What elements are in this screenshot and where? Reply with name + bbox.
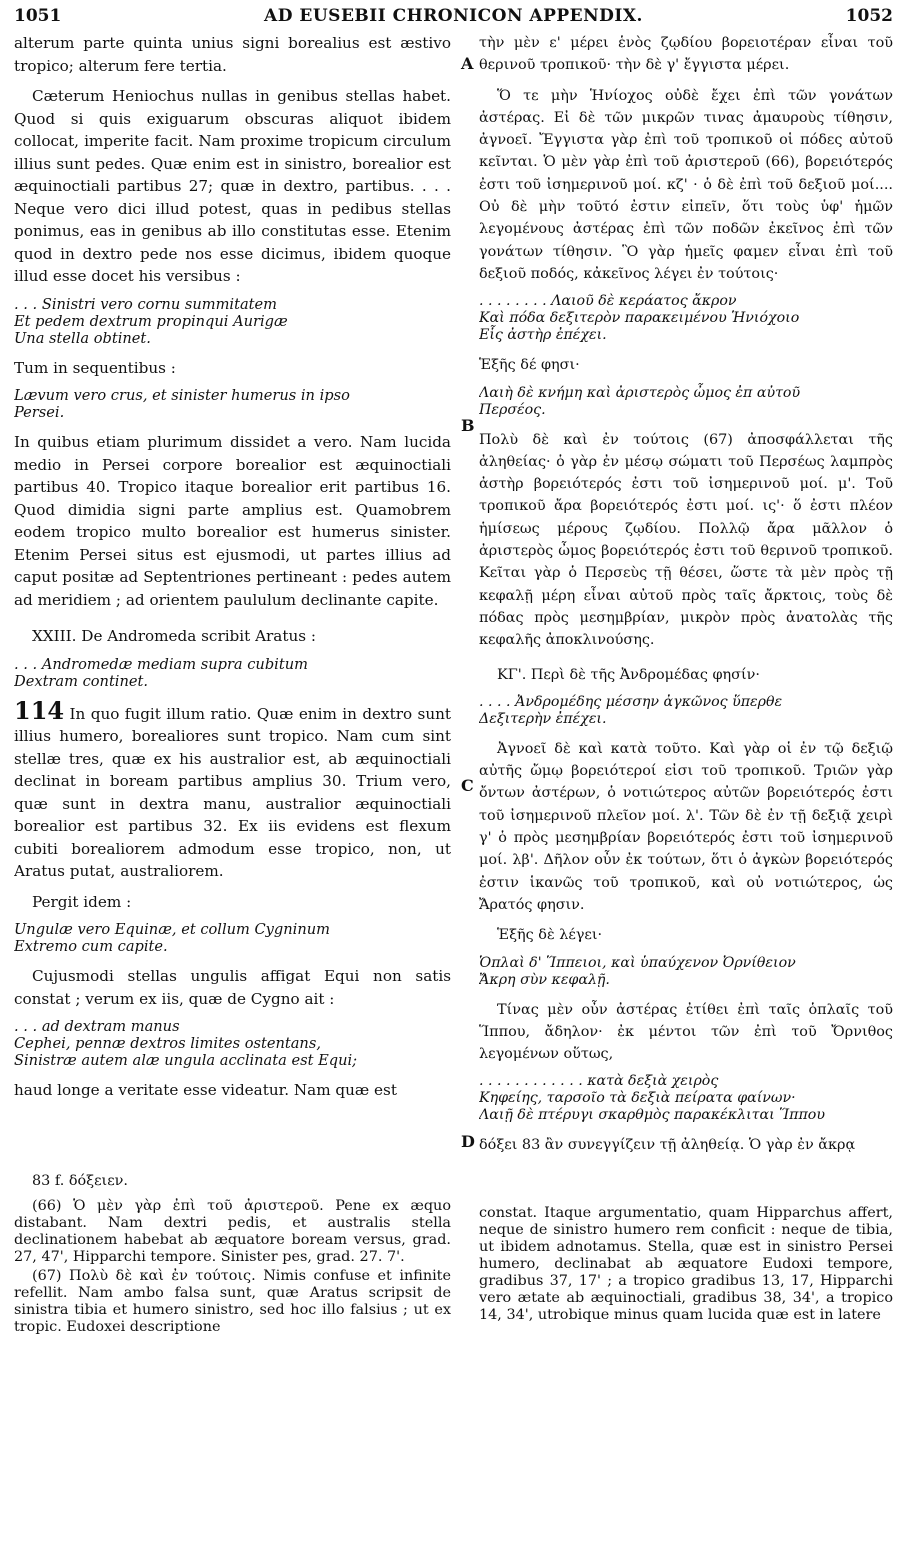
verse-line: . . . . . . . . . . . . κατὰ δεξιὰ χειρὸς: [479, 1073, 719, 1090]
running-header: [14, 6, 893, 32]
verse-line: . . . . . . . . Λαιοῦ δὲ κεράατος ἄκρον: [479, 293, 737, 310]
verse-line: Extremo cum capite.: [14, 938, 168, 955]
greek-paragraph: τὴν μὲν ε' μέρει ἑνὸς ζῳδίου βορειοτέραν εἶναι τοῦ θερινοῦ τροπικοῦ· τὴν δὲ γ' ἔγγιστα μέρει.: [479, 35, 893, 74]
greek-paragraph: Πολὺ δὲ καὶ ἐν τούτοις (67) ἀποσφάλλεται τῆς ἀληθείας· ὁ γὰρ ἐν μέσῳ σώματι τοῦ Περσέως λαμπρὸς ἀστὴρ βορειότερός ἐστι τοῦ ἰσημερινοῦ μοί. μ'. Τοῦ τροπικοῦ ἄρα βορειότερός ἐστι μοί. ις'· ὅ ἐστι πλέον ἡμίσεως μέρους ζῳδίου. Πολλῷ ἄρα μᾶλλον ὁ ἀριστερὸς ὦμος βορειότερός ἐστι τοῦ θερινοῦ τροπικοῦ. Κεῖται γὰρ ὁ Περσεὺς τῇ θέσει, ὥστε τὰ μὲν πρὸς τῇ κεφαλῇ μέρη εἶναι αὐτοῦ πρὸς ταῖς ἄρκτοις, τοὺς δὲ πόδας πρὸς μεσημβρίαν, μικρὸν πρὸς ἀνατολὰς τῆς κεφαλῆς ἀποκλινούσης.: [479, 431, 893, 649]
page-number-right: 1052: [845, 6, 893, 26]
column-number: 114: [14, 695, 65, 725]
footnote-66: (66) Ὁ μὲν γὰρ ἐπὶ τοῦ ἀριστεροῦ. Pene ex æquo distabant. Nam dextri pedis, et australis stella declinationem habebat ab æquatore boream versus, grad. 27, 47', Hipparchi tempore. Sinister pes, grad. 27. 7'.: [14, 1197, 451, 1265]
footnote-continuation: constat. Itaque argumentatio, quam Hipparchus affert, neque de sinistro humero rem conficit : neque de tibia, ut ibidem adnotamus. Stella, quæ est in sinistro Persei humero, declinabat ab æquatore Eudoxi tempore, gradibus 37, 17' ; a tropico gradibus 13, 17, Hipparchi vero ætate ab æquinoctiali, gradibus 38, 34', a tropico 14, 34', utrobique minus quam lucida quæ est in latere: [479, 1204, 893, 1323]
latin-verse: [14, 921, 451, 955]
greek-paragraph: Ἑξῆς δὲ λέγει·: [497, 927, 603, 944]
greek-paragraph: Ἑξῆς δέ φησι·: [479, 357, 580, 374]
latin-verse: [14, 296, 451, 347]
greek-verse: [479, 293, 893, 344]
margin-letters: [459, 32, 479, 1165]
latin-verse: [14, 1018, 451, 1069]
latin-column: [14, 32, 459, 1165]
verse-line: . . . ad dextram manus: [14, 1018, 180, 1035]
margin-letter-c: C: [461, 776, 474, 795]
verse-line: Εἷς ἀστὴρ ἐπέχει.: [479, 327, 607, 344]
latin-paragraph: Tum in sequentibus :: [14, 358, 176, 377]
latin-verse: [14, 387, 451, 421]
verse-line: Lævum vero crus, et sinister humerus in ipso: [14, 387, 350, 404]
greek-paragraph: δόξει 83 ἂν συνεγγίζειν τῇ ἀληθείᾳ. Ὁ γὰρ ἐν ἄκρᾳ: [479, 1137, 856, 1154]
greek-paragraph: Ἀγνοεῖ δὲ καὶ κατὰ τοῦτο. Καὶ γὰρ οἱ ἐν τῷ δεξιῷ αὐτῆς ὤμῳ βορειότεροί εἰσι τοῦ τροπικοῦ. Τριῶν γὰρ ὄντων ἀστέρων, ὁ νοτιώτερος αὐτῶν βορειότερός ἐστι τοῦ ἰσημερινοῦ πλεῖον μοί. λ'. Τῶν δὲ ἐν τῇ δεξιᾷ χειρὶ γ' ὁ πρὸς μεσημβρίαν βορειότερός ἐστι τοῦ ἰσημερινοῦ μοί. λβ'. Δῆλον οὖν ἐκ τούτων, ὅτι ὁ ἀγκὼν βορειότερός ἐστιν ἱκανῶς τοῦ τροπικοῦ, καὶ οὐ νοτιώτερος, ὡς Ἄρατός φησιν.: [479, 740, 893, 913]
verse-line: Δεξιτερὴν ἐπέχει.: [479, 710, 607, 727]
verse-line: Ungulæ vero Equinæ, et collum Cygninum: [14, 921, 330, 938]
greek-column: [479, 32, 893, 1165]
section-heading-latin: XXIII. De Andromeda scribit Aratus :: [32, 627, 316, 645]
greek-paragraph: Τίνας μὲν οὖν ἀστέρας ἐτίθει ἐπὶ ταῖς ὁπλαῖς τοῦ Ἵππου, ἄδηλον· ἐκ μέντοι τῶν ἐπὶ τοῦ Ὄρνιθος λεγομένων οὕτως,: [479, 1001, 893, 1063]
verse-line: Una stella obtinet.: [14, 329, 151, 347]
footnote-67: (67) Πολὺ δὲ καὶ ἐν τούτοις. Nimis confuse et infinite refellit. Nam ambo falsa sunt, quæ Aratus scripsit de sinistra tibia et humero sinistro, sed hoc illo falsius ; ut ex tropic. Eudoxei descriptione: [14, 1267, 451, 1335]
verse-line: Λαιὴ δὲ κνήμη καὶ ἀριστερὸς ὦμος ἐπ αὐτοῦ: [479, 384, 801, 401]
latin-paragraph: Cæterum Heniochus nullas in genibus stellas habet. Quod si quis exiguarum obscuras aliquot ibidem collocat, imperite facit. Nam proxime tropicum circulum illius sunt pedes. Quæ enim est in sinistro, borealior est æquinoctiali partibus 27; quæ in dextro, partibus. . . . Neque vero dici illud potest, quas in pedibus stellas ponimus, eas in genibus ab illo constitutas esse. Etenim quod in dextro pede nos esse dicimus, ibidem quoque illud esse docet his versibus :: [14, 87, 451, 285]
footnotes-left: [14, 1173, 459, 1338]
margin-letter-a: A: [461, 54, 474, 73]
footnote-83: 83 f. δόξειεν.: [32, 1172, 128, 1189]
verse-line: Περσέος.: [479, 401, 546, 418]
section-heading-greek: ΚΓ'. Περὶ δὲ τῆς Ἀνδρομέδας φησίν·: [497, 666, 760, 683]
running-title: AD EUSEBII CHRONICON APPENDIX.: [264, 6, 643, 26]
greek-paragraph: Ὅ τε μὴν Ἡνίοχος οὐδὲ ἔχει ἐπὶ τῶν γονάτων ἀστέρας. Εἰ δὲ τῶν μικρῶν τινας ἀμαυροὺς τίθησιν, ἀγνοεῖ. Ἔγγιστα γὰρ ἐπὶ τοῦ τροπικοῦ οἱ πόδες αὐτοῦ κεῖνται. Ὁ μὲν γὰρ ἐπὶ τοῦ ἀριστεροῦ (66), βορειότερός ἐστι τοῦ ἰσημερινοῦ μοί. κζ' · ὁ δὲ ἐπὶ τοῦ δεξιοῦ μοί.... Οὐ δὲ μὴν τοῦτό ἐστιν εἰπεῖν, ὅτι τοὺς ὑφ' ἡμῶν λεγομένους ἀστέρας ἐπὶ τῶν ποδῶν ἐκεῖνος ἐπὶ τῶν γονάτων τίθησιν. Ὃ γὰρ ἡμεῖς φαμεν εἶναι ἐπὶ τοῦ δεξιοῦ ποδός, κἀκεῖνος λέγει ἐν τούτοις·: [479, 87, 893, 282]
verse-line: Et pedem dextrum propinqui Aurigæ: [14, 312, 288, 330]
latin-paragraph: Pergit idem :: [32, 892, 132, 911]
latin-paragraph: In quibus etiam plurimum dissidet a vero. Nam lucida medio in Persei corpore borealior est æquinoctiali partibus 40. Tropico itaque borealior erit partibus 16. Quod dimidia signi parte amplius est. Quamobrem eodem tropico multo borealior est humerus sinister. Etenim Persei situs est ejusmodi, ut partes illius ad caput positæ ad Septentriones pertineant : pedes autem ad meridiem ; ad orientem paululum declinante capite.: [14, 433, 451, 609]
text-columns: [14, 32, 893, 1165]
page-number-left: 1051: [14, 6, 62, 26]
verse-line: Λαιῇ δὲ πτέρυγι σκαρθμὸς παρακέκλιται Ἵππου: [479, 1107, 825, 1124]
latin-paragraph: alterum parte quinta unius signi borealius est æstivo tropico; alterum fere tertia.: [14, 34, 451, 75]
verse-line: Sinistræ autem alæ ungula acclinata est Equi;: [14, 1052, 358, 1069]
verse-line: Ἄκρη σὺν κεφαλῇ.: [479, 971, 610, 988]
latin-paragraph: Cujusmodi stellas ungulis affigat Equi non satis constat ; verum ex iis, quæ de Cygno ait :: [14, 967, 451, 1008]
footnotes-right: [479, 1173, 893, 1338]
latin-paragraph: haud longe a veritate esse videatur. Nam quæ est: [14, 1081, 397, 1099]
latin-verse: [14, 656, 451, 690]
verse-line: Ὁπλαὶ δ' Ἵππειοι, καὶ ὑπαύχενον Ὀρνίθειον: [479, 954, 796, 971]
verse-line: Καὶ πόδα δεξιτερὸν παρακειμένου Ἡνιόχοιο: [479, 310, 800, 327]
verse-line: Cephei, pennæ dextros limites ostentans,: [14, 1035, 321, 1052]
greek-verse: [479, 694, 893, 728]
greek-verse: [479, 1073, 893, 1124]
verse-line: Persei.: [14, 404, 65, 421]
verse-line: . . . Andromedæ mediam supra cubitum: [14, 655, 308, 673]
footnotes: [14, 1173, 893, 1338]
paragraph-text: In quo fugit illum ratio. Quæ enim in dextro sunt illius humero, borealiores sunt tropico. Nam cum sint stellæ tres, quæ ex his australior est, ab æquinoctiali declinat in boream partibus amplius 30. Trium vero, quæ sunt in dextra manu, australior æquinoctiali borealior est partibus 32. Ex iis evidens est flexum cubiti borealiorem admodum esse tropico, non, ut Aratus putat, australiorem.: [14, 704, 451, 880]
verse-line: . . . . Ἀνδρομέδης μέσσην ἀγκῶνος ὕπερθε: [479, 693, 783, 710]
verse-line: . . . Sinistri vero cornu summitatem: [14, 295, 277, 313]
margin-letter-b: B: [461, 416, 475, 435]
greek-verse: [479, 955, 893, 989]
greek-verse: [479, 385, 893, 419]
latin-paragraph: [14, 695, 451, 883]
margin-letter-d: D: [461, 1132, 475, 1151]
verse-line: Dextram continet.: [14, 672, 149, 690]
verse-line: Κηφείης, ταρσοῖο τὰ δεξιὰ πείρατα φαίνων·: [479, 1090, 796, 1107]
footnote-gutter: [459, 1173, 479, 1338]
